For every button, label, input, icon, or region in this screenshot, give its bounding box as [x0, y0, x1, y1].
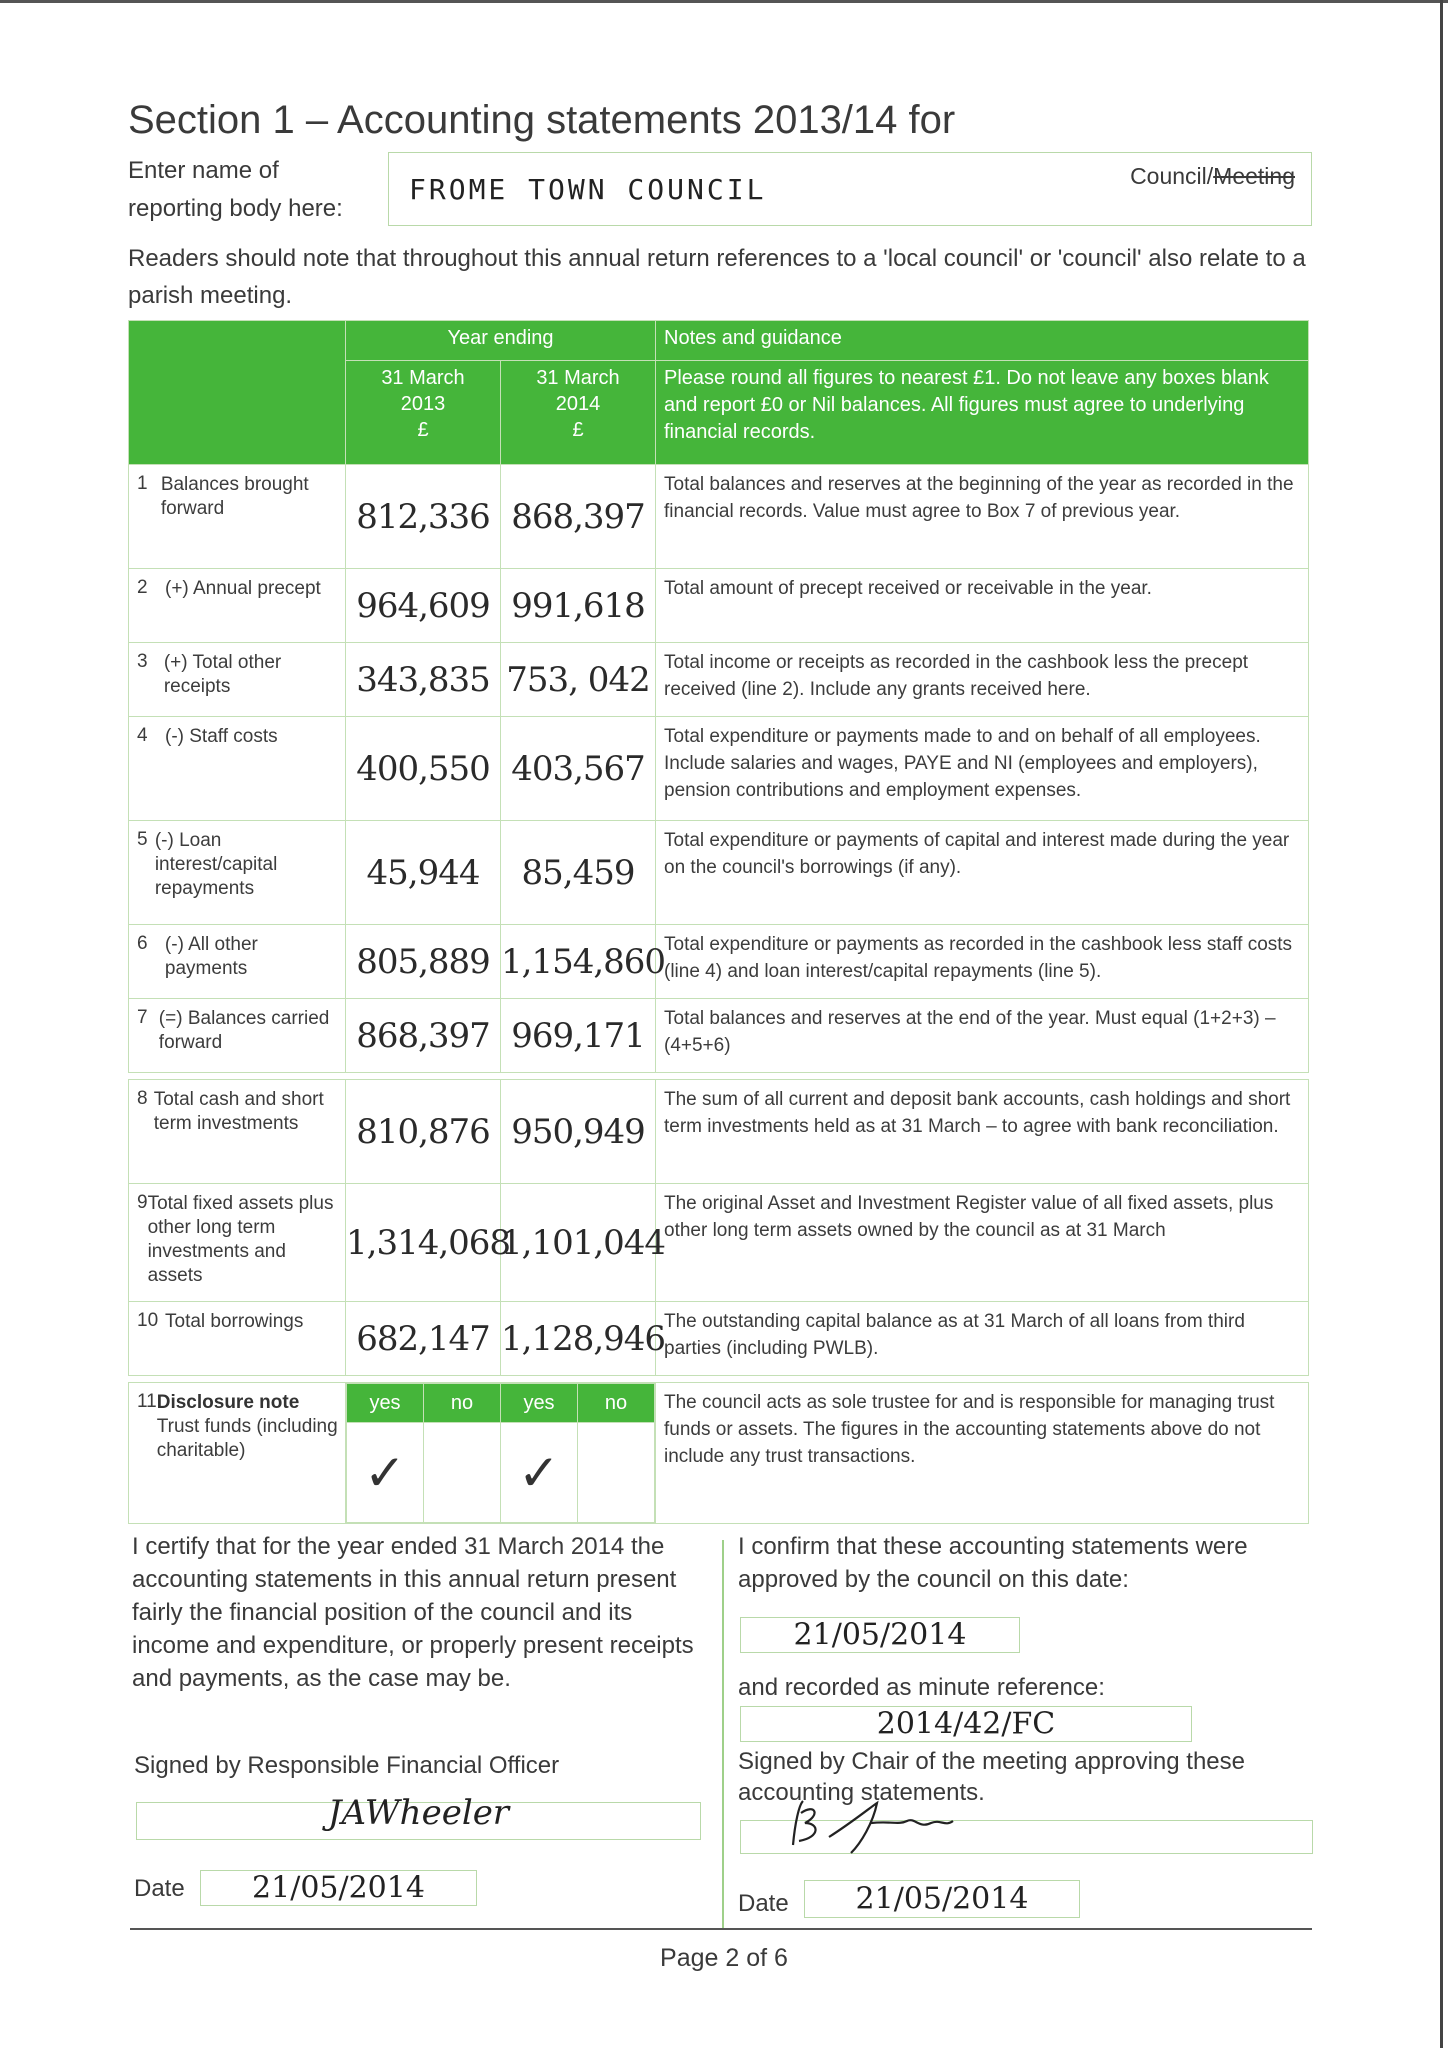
- row-label: (-) Loan interest/capital repayments: [154, 830, 278, 899]
- value-2013[interactable]: 810,876: [346, 1080, 501, 1184]
- chair-signature-field[interactable]: [740, 1820, 1313, 1854]
- approval-date-value: 21/05/2014: [793, 1617, 967, 1653]
- table-row: [129, 821, 1309, 925]
- row-note: The outstanding capital balance as at 31 March of all loans from third parties (including PWLB).: [656, 1302, 1309, 1376]
- confirm-statement: I confirm that these accounting statements were approved by the council on this date:: [738, 1533, 1248, 1593]
- row-number: 2: [137, 577, 148, 598]
- table-row: [129, 999, 1309, 1073]
- table-row: [129, 1080, 1309, 1184]
- table-row: [129, 717, 1309, 821]
- page-top-edge: [0, 0, 1448, 3]
- row-number: 7: [137, 1007, 148, 1028]
- value-2014[interactable]: 991,618: [501, 569, 656, 643]
- chair-date-field[interactable]: [804, 1880, 1080, 1918]
- table-row: [129, 1302, 1309, 1376]
- value-2013[interactable]: 805,889: [346, 925, 501, 999]
- yes-2014-checkbox[interactable]: ✓: [501, 1423, 578, 1523]
- page-number: Page 2 of 6: [660, 1944, 788, 1972]
- row-number: 11: [137, 1391, 157, 1412]
- rfo-signed-label: Signed by Responsible Financial Officer: [134, 1752, 560, 1779]
- notes-header: Notes and guidance: [656, 321, 1309, 361]
- row-number: 4: [137, 725, 148, 746]
- value-2013[interactable]: 45,944: [346, 821, 501, 925]
- row-number: 3: [137, 651, 148, 672]
- name-prompt: Enter name of reporting body here:: [128, 157, 343, 222]
- value-2014[interactable]: 753, 042: [501, 643, 656, 717]
- value-2013[interactable]: 812,336: [346, 465, 501, 569]
- table-row: [129, 569, 1309, 643]
- row-number: 10: [137, 1310, 159, 1331]
- disclosure-label: Trust funds (including charitable): [156, 1416, 338, 1461]
- council-meeting-label: Council/Meeting: [1130, 163, 1295, 189]
- row-number: 5: [137, 829, 148, 850]
- value-2014[interactable]: 1,128,946: [501, 1302, 656, 1376]
- col-2013-header: 31 March 2013 £: [346, 361, 501, 465]
- page-right-edge: [1440, 0, 1443, 2048]
- rfo-signature: JAWheeler: [327, 1793, 510, 1833]
- disclosure-note: The council acts as sole trustee for and is responsible for managing trust funds or assets. The figures in the accounting statements above do not include any trust transactions.: [656, 1383, 1309, 1524]
- table-spacer: [129, 1376, 1309, 1383]
- row-number: 8: [137, 1088, 148, 1109]
- value-2014[interactable]: 85,459: [501, 821, 656, 925]
- row-note: Total expenditure or payments of capital and interest made during the year on the council's borrowings (if any).: [656, 821, 1309, 925]
- table-row: [129, 1184, 1309, 1302]
- value-2014[interactable]: 1,101,044: [501, 1184, 656, 1302]
- chair-date-label: Date: [738, 1890, 789, 1917]
- value-2013[interactable]: 400,550: [346, 717, 501, 821]
- guidance-text: Please round all figures to nearest £1. Do not leave any boxes blank and report £0 or Nil balances. All figures must agree to underlying financial records.: [656, 361, 1309, 465]
- value-2014[interactable]: 969,171: [501, 999, 656, 1073]
- row-note: Total income or receipts as recorded in the cashbook less the precept received (line 2). Include any grants received here.: [656, 643, 1309, 717]
- table-row: [129, 643, 1309, 717]
- row-label: (+) Annual precept: [165, 578, 321, 599]
- row-label: Total borrowings: [165, 1311, 304, 1332]
- minute-ref-field[interactable]: [740, 1706, 1192, 1742]
- approval-date-field[interactable]: [740, 1617, 1020, 1653]
- section-title: Section 1 – Accounting statements 2013/14 for: [128, 98, 956, 142]
- no-2013-checkbox[interactable]: [424, 1423, 501, 1523]
- value-2013[interactable]: 964,609: [346, 569, 501, 643]
- no-2014-header: no: [578, 1384, 655, 1423]
- row-note: The sum of all current and deposit bank accounts, cash holdings and short term investments held as at 31 March – to agree with bank reconciliation.: [656, 1080, 1309, 1184]
- rfo-signature-field[interactable]: [136, 1793, 701, 1840]
- readers-note: Readers should note that throughout this annual return references to a 'local council' or 'council' also relate to a parish meeting.: [128, 245, 1306, 309]
- body-name-value: FROME TOWN COUNCIL: [409, 173, 767, 206]
- row-label: (+) Total other receipts: [163, 652, 282, 697]
- no-2013-header: no: [424, 1384, 501, 1423]
- row-number: 9: [137, 1192, 148, 1213]
- table-row: [129, 465, 1309, 569]
- certify-statement: I certify that for the year ended 31 March 2014 the accounting statements in this annual return present fairly the financial position of the council and its income and expenditure, or properly present receipts and payments, as the case may be.: [132, 1533, 694, 1692]
- value-2014[interactable]: 950,949: [501, 1080, 656, 1184]
- row-label: (=) Balances carried forward: [158, 1008, 330, 1053]
- yes-2014-header: yes: [501, 1384, 578, 1423]
- minute-ref-value: 2014/42/FC: [876, 1706, 1056, 1742]
- value-2014[interactable]: 403,567: [501, 717, 656, 821]
- value-2014[interactable]: 868,397: [501, 465, 656, 569]
- value-2013[interactable]: 1,314,068: [346, 1184, 501, 1302]
- bottom-rule: [130, 1928, 1312, 1930]
- year-ending-header: Year ending: [346, 321, 656, 361]
- value-2013[interactable]: 682,147: [346, 1302, 501, 1376]
- value-2013[interactable]: 343,835: [346, 643, 501, 717]
- disclosure-yes-no-grid: [346, 1383, 655, 1523]
- row-note: Total balances and reserves at the end of the year. Must equal (1+2+3) – (4+5+6): [656, 999, 1309, 1073]
- rfo-date-value: 21/05/2014: [252, 1870, 425, 1906]
- table-row: [129, 925, 1309, 999]
- table-spacer: [129, 1073, 1309, 1080]
- row-label: Total fixed assets plus other long term investments and assets: [147, 1193, 334, 1286]
- header-blank-cell: [129, 321, 346, 465]
- disclosure-row: [129, 1383, 1309, 1524]
- row-note: Total balances and reserves at the beginning of the year as recorded in the financial records. Value must agree to Box 7 of previous year.: [656, 465, 1309, 569]
- row-note: The original Asset and Investment Register value of all fixed assets, plus other long term assets owned by the council as at 31 March: [656, 1184, 1309, 1302]
- value-2013[interactable]: 868,397: [346, 999, 501, 1073]
- yes-2013-checkbox[interactable]: ✓: [347, 1423, 424, 1523]
- row-note: Total expenditure or payments as recorded in the cashbook less staff costs (line 4) and loan interest/capital repayments (line 5).: [656, 925, 1309, 999]
- disclosure-title: Disclosure note: [156, 1392, 300, 1413]
- col-2014-header: 31 March 2014 £: [501, 361, 656, 465]
- chair-signed-label: Signed by Chair of the meeting approving these accounting statements.: [738, 1748, 1245, 1806]
- chair-date-value: 21/05/2014: [855, 1881, 1029, 1917]
- row-label: (-) All other payments: [164, 934, 258, 979]
- no-2014-checkbox[interactable]: [578, 1423, 655, 1523]
- value-2014[interactable]: 1,154,860: [501, 925, 656, 999]
- accounting-statements-table: [128, 320, 1309, 1524]
- row-number: 1: [137, 473, 148, 494]
- rfo-date-field[interactable]: [200, 1870, 477, 1906]
- row-label: Balances brought forward: [160, 474, 309, 519]
- column-divider: [722, 1540, 724, 1930]
- minute-ref-label: and recorded as minute reference:: [738, 1674, 1105, 1701]
- chair-signature-image: [781, 1793, 981, 1863]
- row-number: 6: [137, 933, 148, 954]
- row-note: Total expenditure or payments made to and on behalf of all employees. Include salaries and wages, PAYE and NI (employees and employers), pension contributions and employment expenses.: [656, 717, 1309, 821]
- body-name-field[interactable]: [388, 152, 1312, 226]
- rfo-date-label: Date: [134, 1875, 185, 1902]
- row-note: Total amount of precept received or receivable in the year.: [656, 569, 1309, 643]
- row-label: (-) Staff costs: [165, 726, 278, 747]
- yes-2013-header: yes: [347, 1384, 424, 1423]
- row-label: Total cash and short term investments: [153, 1089, 324, 1134]
